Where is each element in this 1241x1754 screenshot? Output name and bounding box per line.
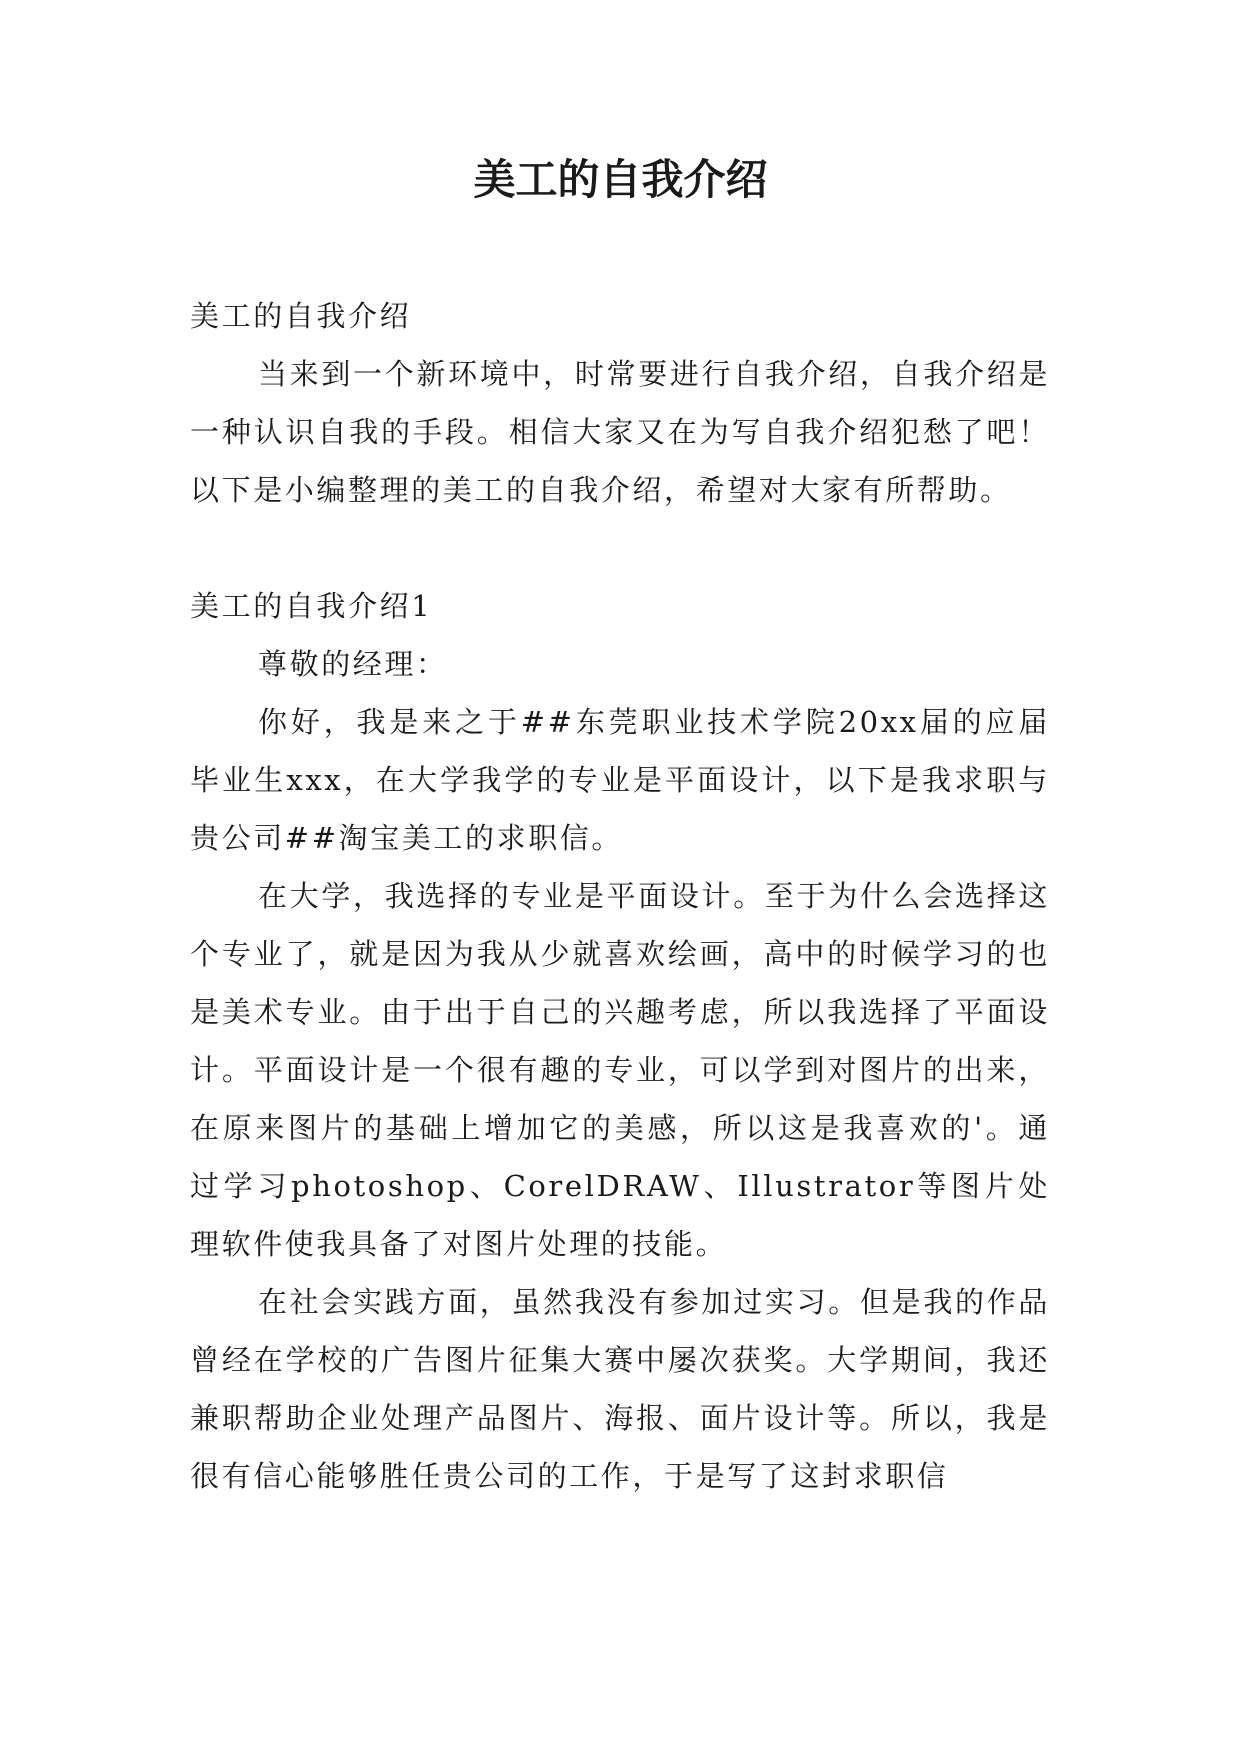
body-paragraph: 在社会实践方面，虽然我没有参加过实习。但是我的作品曾经在学校的广告图片征集大赛中屡次获奖。大学期间，我还兼职帮助企业处理产品图片、海报、面片设计等。所以，我是很有信心能够胜任贵公司的工作，于是写了这封求职信 (190, 1285, 1050, 1493)
document-body (190, 287, 1050, 1505)
salutation: 尊敬的经理： (258, 647, 448, 681)
document-title: 美工的自我介绍 (473, 155, 768, 204)
body-paragraph: 在大学，我选择的专业是平面设计。至于为什么会选择这个专业了，就是因为我从少就喜欢绘画，高中的时候学习的也是美术专业。由于出于自己的兴趣考虑，所以我选择了平面设计。平面设计是一个很有趣的专业，可以学到对图片的出来，在原来图片的基础上增加它的美感，所以这是我喜欢的'。通过学习photoshop、CorelDRAW、Illustrator等图片处理软件使我具备了对图片处理的技能。 (190, 879, 1050, 1261)
section-heading: 美工的自我介绍 (190, 299, 412, 333)
body-paragraph: 你好，我是来之于##东莞职业技术学院20xx届的应届毕业生xxx，在大学我学的专业是平面设计，以下是我求职与贵公司##淘宝美工的求职信。 (190, 705, 1050, 855)
intro-paragraph: 当来到一个新环境中，时常要进行自我介绍，自我介绍是一种认识自我的手段。相信大家又在为写自我介绍犯愁了吧！以下是小编整理的美工的自我介绍，希望对大家有所帮助。 (190, 357, 1050, 507)
section-heading-1: 美工的自我介绍1 (190, 589, 433, 623)
